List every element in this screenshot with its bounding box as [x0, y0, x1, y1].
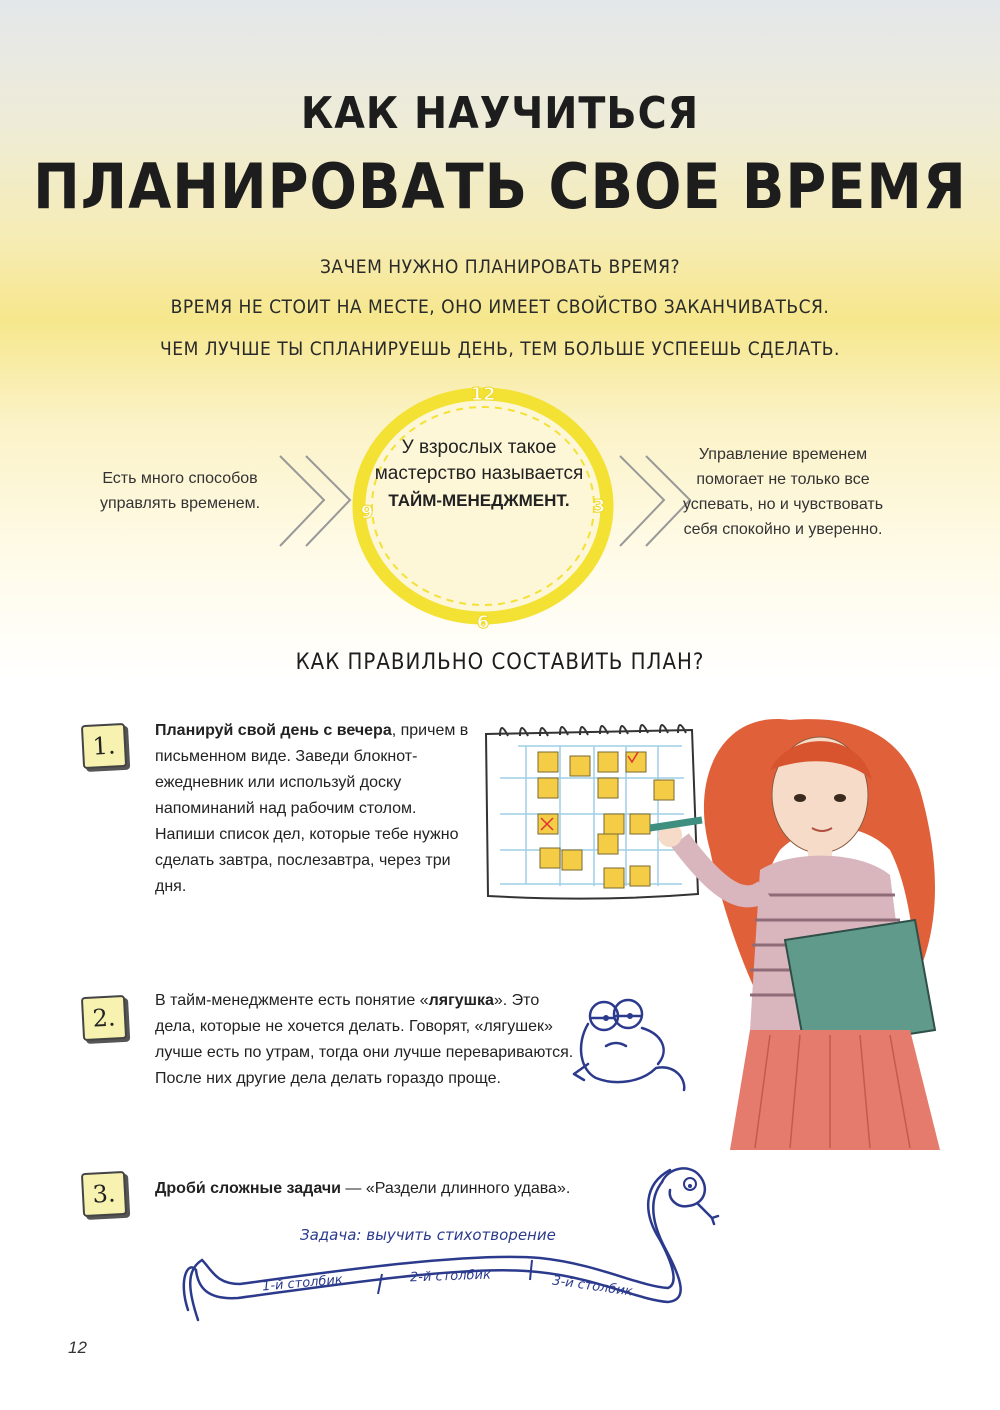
section-title: КАК ПРАВИЛЬНО СОСТАВИТЬ ПЛАН? [295, 650, 705, 675]
frog-icon [566, 994, 696, 1094]
clock-text-bold: ТАЙМ-МЕНЕДЖМЕНТ. [388, 491, 570, 510]
right-text: Управление временем помогает не только все успевать, но и чувствовать себя спокойно и уверенно. [682, 446, 884, 538]
step-3-bold: Дроби́ сложные задачи [155, 1180, 341, 1197]
step-number-2: 2. [81, 995, 127, 1041]
clock-number-12: 12 [470, 384, 496, 405]
clock-number-6: 6 [476, 612, 490, 630]
clock-text-regular: У взрослых такое мастерство называется [374, 437, 584, 484]
girl-illustration [640, 700, 960, 1200]
step-2-pre: В тайм-менеджменте есть понятие « [155, 992, 429, 1009]
task-label: Задача: выучить стихотворение [300, 1226, 556, 1244]
snake-label-1: 1-й столбик [261, 1272, 344, 1295]
step-1-bold: Планируй свой день с вечера [155, 722, 392, 739]
title-line-2: ПЛАНИРОВАТЬ СВОЕ ВРЕМЯ [33, 150, 967, 223]
step-2-bold: лягушка [428, 992, 494, 1009]
snake-label-3: 3-й столбик [551, 1273, 634, 1300]
snake-illustration [168, 1160, 758, 1335]
step-2-text [155, 988, 575, 1092]
clock-text [372, 435, 586, 513]
intro-line-2: ВРЕМЯ НЕ СТОИТ НА МЕСТЕ, ОНО ИМЕЕТ СВОЙСТВО ЗАКАНЧИВАТЬСЯ. [170, 296, 830, 318]
step-3-body: — «Раздели длинного удава». [340, 1180, 571, 1197]
snake-label-2: 2-й столбик [409, 1267, 492, 1286]
step-number-1: 1. [81, 723, 127, 769]
page-number: 12 [68, 1338, 87, 1357]
step-1-body: , причем в письменном виде. Заведи блокнот-ежедневник или используй доску напоминаний над рабочим столом. Напиши список дел, которые тебе нужно сделать завтра, послезавтра, через три дня. [155, 722, 469, 895]
step-2-body: ». Это дела, которые не хочется делать. Говорят, «лягушек» лучше есть по утрам, тогда они лучше перевариваются. После них другие дела делать гораздо проще. [155, 992, 574, 1087]
clock-number-3: 3 [592, 496, 606, 517]
step-number-3: 3. [81, 1171, 127, 1217]
title-line-1: КАК НАУЧИТЬСЯ [300, 88, 700, 139]
left-text: Есть много способов управлять временем. [99, 470, 261, 512]
step-1-text [155, 718, 475, 900]
intro-line-3: ЧЕМ ЛУЧШЕ ТЫ СПЛАНИРУЕШЬ ДЕНЬ, ТЕМ БОЛЬШЕ УСПЕЕШЬ СДЕЛАТЬ. [160, 338, 840, 360]
intro-line-1: ЗАЧЕМ НУЖНО ПЛАНИРОВАТЬ ВРЕМЯ? [319, 256, 681, 278]
clock-number-9: 9 [360, 502, 374, 523]
